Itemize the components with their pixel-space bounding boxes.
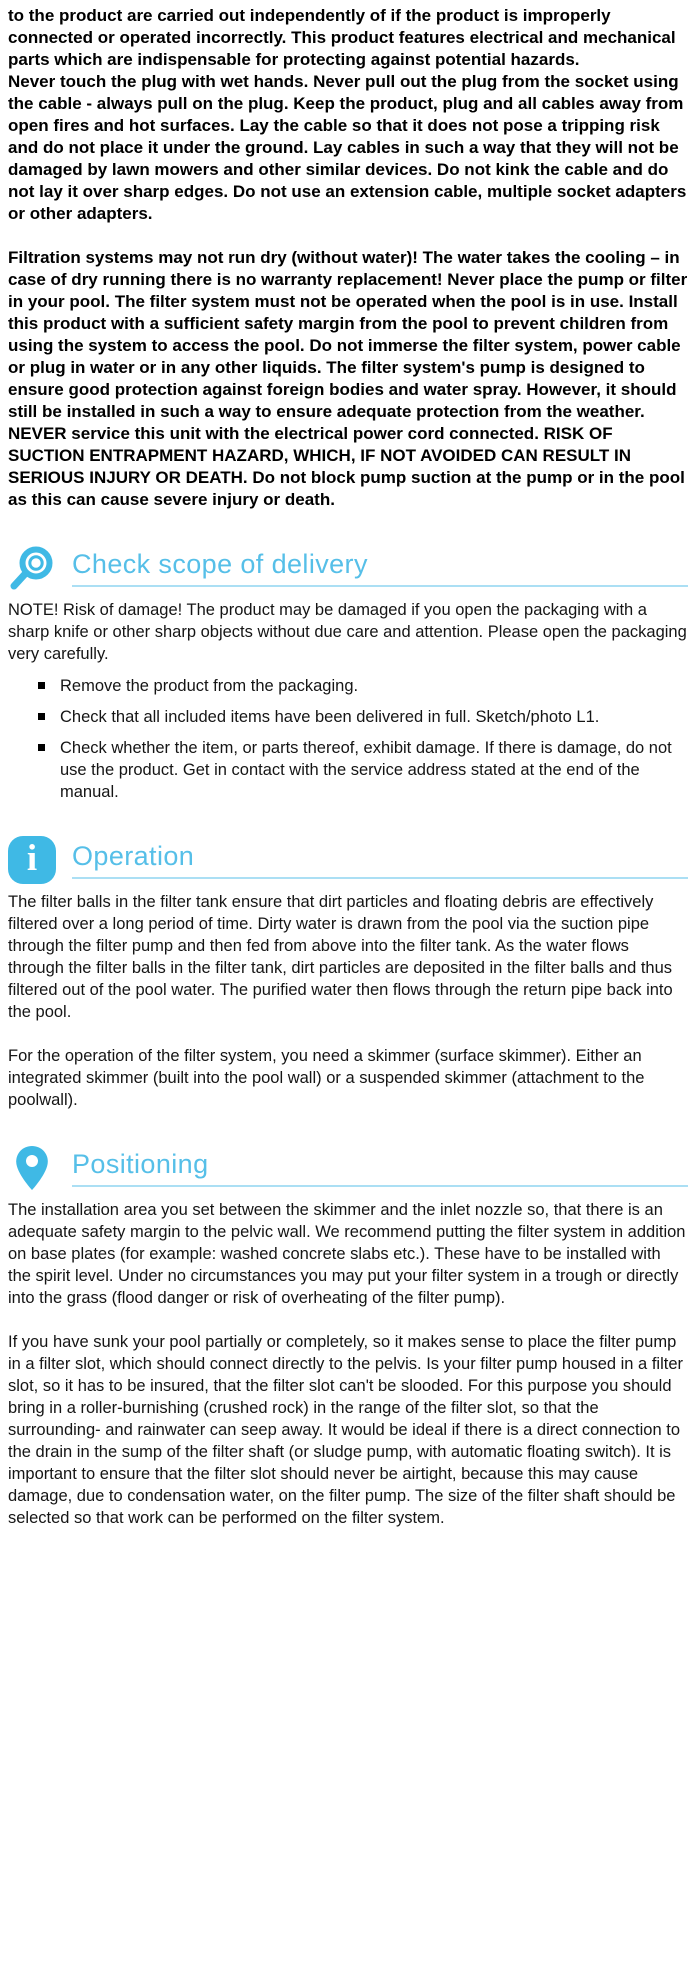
- magnifier-icon: [8, 544, 56, 592]
- operation-paragraph-1: The filter balls in the filter tank ensure that dirt particles and floating debris are effectively filtered over a long period of time. Dirty water is drawn from the pool via the suction pipe through the filter pump and then fed from above into the filter tank. As the water flows through the filter balls in the filter tank, dirt particles are deposited in the filter balls and thus filtered out of the pool water. The purified water then flows through the return pipe back into the pool.: [8, 893, 673, 1021]
- section-title-positioning: Positioning: [72, 1149, 209, 1179]
- section-header-positioning: [8, 1139, 688, 1187]
- info-icon: [8, 836, 56, 884]
- list-item: [8, 706, 688, 728]
- section-title-check-scope: Check scope of delivery: [72, 549, 368, 579]
- delivery-checklist: [8, 675, 688, 803]
- section-check-scope-of-delivery: [8, 539, 688, 803]
- map-pin-icon: [8, 1144, 56, 1192]
- list-item-text: Check that all included items have been delivered in full. Sketch/photo L1.: [60, 708, 600, 726]
- bullet-square-icon: [38, 744, 45, 751]
- section-title-operation: Operation: [72, 841, 195, 871]
- section-header-operation: [8, 831, 688, 879]
- warning-paragraph-3: Filtration systems may not run dry (without water)! The water takes the cooling – in case of dry running there is no warranty replacement! Never place the pump or filter in your pool. The filter system must not be operated when the pool is in use. Install this product with a sufficient safety margin from the pool to prevent children from using the system to access the pool. Do not immerse the filter system, power cable or plug in water or in any other liquids. The filter system's pump is designed to ensure good protection against foreign bodies and water spray. However, it should still be installed in such a way to ensure adequate protection from the weather. NEVER service this unit with the electrical power cord connected. RISK OF SUCTION ENTRAPMENT HAZARD, WHICH, IF NOT AVOIDED CAN RESULT IN SERIOUS INJURY OR DEATH. Do not block pump suction at the pump or in the pool as this can cause severe injury or death.: [8, 248, 688, 509]
- bullet-square-icon: [38, 682, 45, 689]
- info-glyph: i: [26, 837, 38, 879]
- section-header-check-scope: [8, 539, 688, 587]
- warning-paragraph-1: to the product are carried out independently of if the product is improperly connected or operated incorrectly. This product features electrical and mechanical parts which are indispensable for protecting against potential hazards.: [8, 6, 676, 69]
- info-badge: [8, 836, 56, 884]
- positioning-paragraph-1: The installation area you set between the skimmer and the inlet nozzle so, that there is an adequate safety margin to the pelvic wall. We recommend putting the filter system in addition on base plates (for example: washed concrete slabs etc.). These have to be installed with the spirit level. Under no circumstances you may put your filter system in a trough or directly into the grass (flood danger or risk of overheating of the filter pump).: [8, 1201, 686, 1307]
- list-item: [8, 737, 688, 803]
- list-item-text: Remove the product from the packaging.: [60, 677, 359, 695]
- warning-paragraph-2: Never touch the plug with wet hands. Never pull out the plug from the socket using the cable - always pull on the plug. Keep the product, plug and all cables away from open fires and hot surfaces. Lay the cable so that it does not pose a tripping risk and do not place it under the ground. Lay cables in such a way that they will not be damaged by lawn mowers and other similar devices. Do not kink the cable and do not lay it over sharp edges. Do not use an extension cable, multiple socket adapters or other adapters.: [8, 72, 687, 223]
- operation-paragraph-2: For the operation of the filter system, you need a skimmer (surface skimmer). Either an integrated skimmer (built into the pool wall) or a suspended skimmer (attachment to the poolwall).: [8, 1047, 645, 1109]
- positioning-paragraph-2: If you have sunk your pool partially or completely, so it makes sense to place the filter pump in a filter slot, which should connect directly to the pelvis. Is your filter pump housed in a filter slot, so it has to be insured, that the filter slot can't be slooded. For this purpose you should bring in a roller-burnishing (crushed rock) in the range of the filter slot, so that the surrounding- and rainwater can seep away. It would be ideal if there is a direct connection to the drain in the sump of the filter shaft (or sludge pump, with automatic floating switch). It is important to ensure that the filter slot should never be airtight, because this may cause damage, due to condensation water, on the filter pump. The size of the filter shaft should be selected so that work can be performed on the filter system.: [8, 1333, 683, 1527]
- section-title-rule: [72, 841, 688, 879]
- section-title-rule: [72, 549, 688, 587]
- bullet-square-icon: [38, 713, 45, 720]
- section-title-rule: [72, 1149, 688, 1187]
- section-positioning: [8, 1139, 688, 1529]
- safety-warnings-section: [8, 5, 688, 511]
- list-item-text: Check whether the item, or parts thereof, exhibit damage. If there is damage, do not use the product. Get in contact with the service address stated at the end of the manual.: [60, 739, 672, 801]
- note-paragraph: NOTE! Risk of damage! The product may be damaged if you open the packaging with a sharp knife or other sharp objects without due care and attention. Please open the packaging very carefully.: [8, 601, 687, 663]
- list-item: [8, 675, 688, 697]
- section-operation: [8, 831, 688, 1111]
